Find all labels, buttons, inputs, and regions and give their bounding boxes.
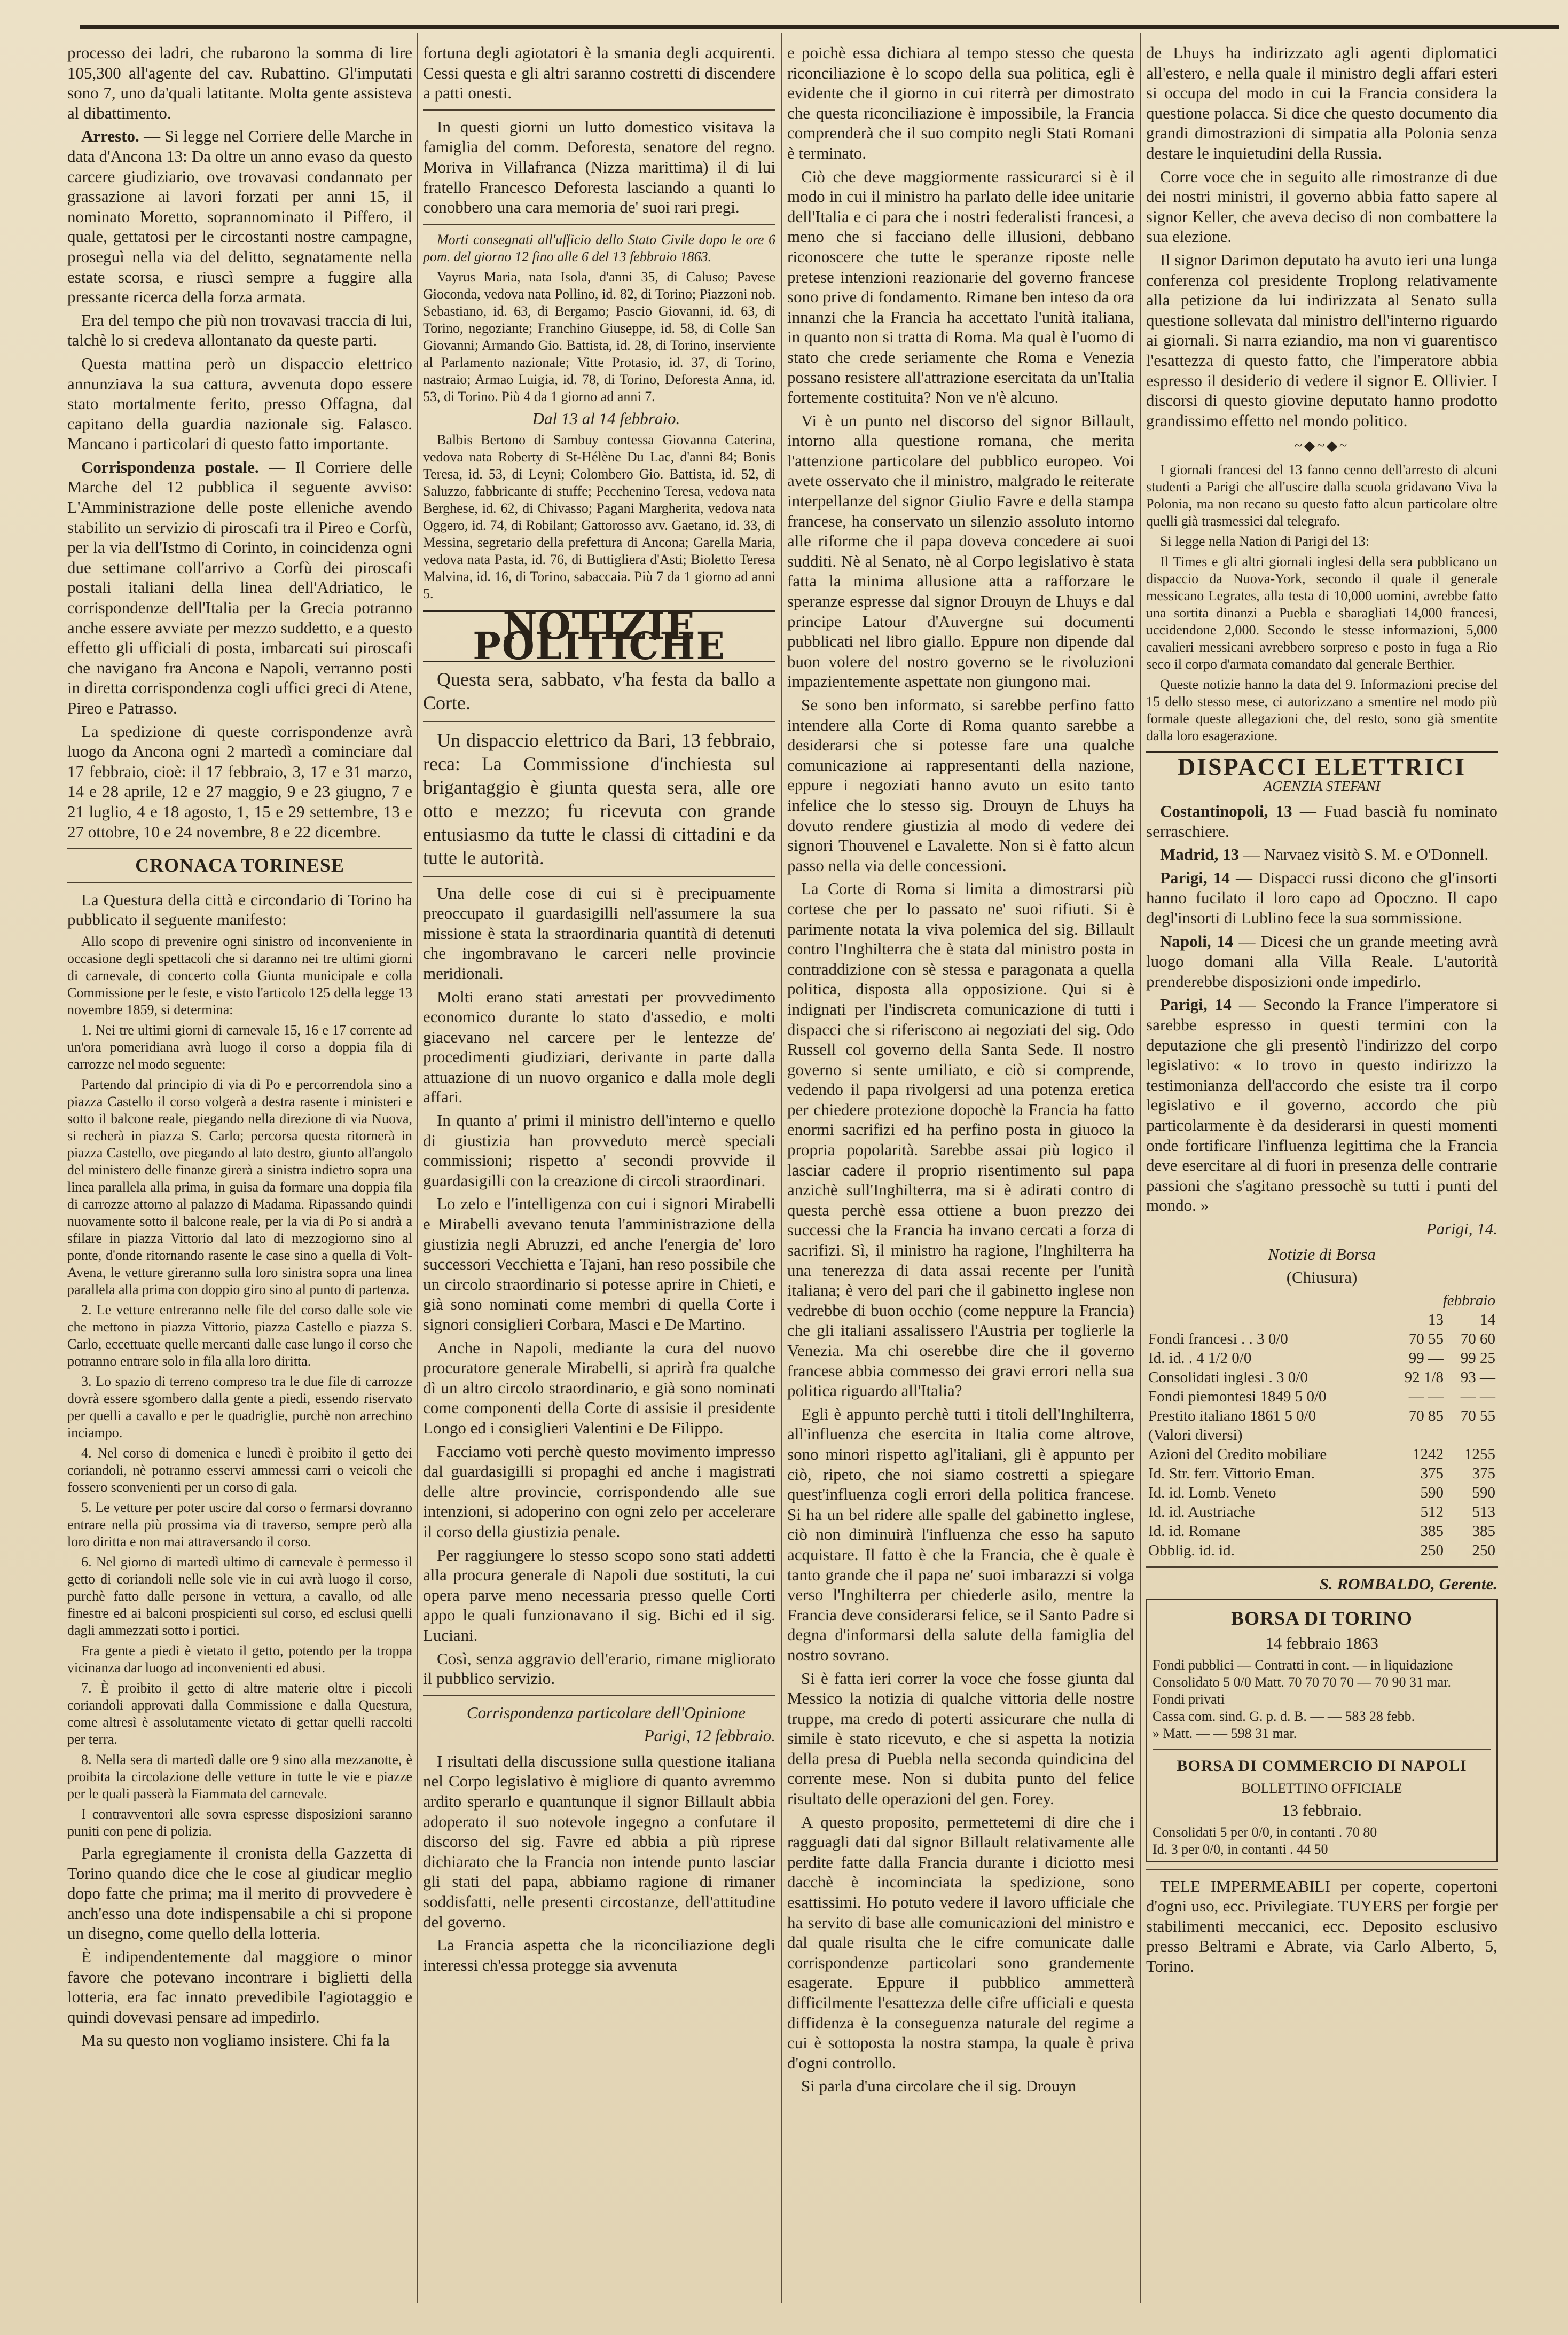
borsa-row-label: Id. Str. ferr. Vittorio Eman. [1148,1464,1315,1482]
borsa-value-14: 70 55 [1460,1407,1495,1424]
borsa-row [1146,1368,1498,1387]
paragraph: A questo proposito, permettetemi di dire che i ragguagli dati dal signor Billault relativamente alle perdite fatte dalla Francia durante i diciotto mesi dacchè è incominciata la spedizione, sono esattissimi. Ho potuto vedere il lavoro ufficiale che ha servito di base alle comunicazioni del ministro e dal quale risulta che le cifre comunicate dalle corrispondenze particolari sono grandemente esagerate. Eppure il pubblico ammetterà difficilmente l'esattezza delle cifre ufficiali e questa diffidenza è la conseguenza naturale del regime a cui è sottoposta la nostra stampa, la quale è priva d'ogni controllo. [787,1812,1134,2072]
borsa-row-label: Fondi piemontesi 1849 5 0/0 [1148,1388,1327,1405]
paragraph: Il signor Darimon deputato ha avuto ieri una lunga conferenza col presidente Troplong relativamente alla petizione da lui indirizzata al Senato sulla questione sollevata dal ministro dell'interno riguardo ai giornali. Si narra eziandio, ma non vi guarentisco l'esattezza di questo fatto, che l'imperatore abbia espresso il desiderio di vedere il signor E. Ollivier. I discorsi di questo giovine deputato hanno prodotto grandissimo effetto nel mondo politico. [1146,250,1498,430]
borsa-value-14: 513 [1472,1503,1495,1521]
borsa-torino-title: BORSA DI TORINO [1231,1608,1413,1629]
paragraph: La Francia aspetta che la riconciliazione degli interessi ch'essa protegge sia avvenuta [423,1936,775,1974]
borsa-row [1146,1387,1498,1406]
borsa-value-13 [1388,1425,1446,1445]
column-divider [781,33,782,2303]
paragraph: Il Times e gli altri giornali inglesi della sera pubblicano un dispaccio da Nuova-York, secondo il quale il generale messicano Legrates, alla testa di 10,000 uomini, avrebbe fatto una sortita dinanzi a Puebla e sbaragliati 14,000 francesi, uccidendone 2,000. Secondo le stesse informazioni, 5,000 cavalieri messicani avrebbero sorpreso e posto in fuga a Rio seco il corpo d'armata comandato dal generale Berthier. [1146,553,1498,672]
borsa-value-13: 92 1/8 [1404,1368,1444,1386]
paragraph: È indipendentemente dal maggiore o minor favore che potevano incontrare i biglietti della lotteria, era fac innato prevedibile l'agiotaggio e quindi dovevasi pensare ad impedirlo. [67,1947,412,2026]
borsa-row-label: Fondi francesi . . 3 0/0 [1148,1330,1288,1347]
cronaca-title: CRONACA TORINESE [135,855,344,876]
borsa-value-14: 375 [1472,1464,1495,1482]
divider [423,109,775,111]
paragraph: Se sono ben informato, si sarebbe perfino fatto intendere alla Corte di Roma quanto sarebbe a desiderarsi che si potesse fare una qualche comunicazione ai rappresentanti della nazione, eppure i negoziati hanno avuto un esito tanto infelice che lo stesso sig. Drouyn de Lhuys ha dovuto rendere giustizia al modo di vedere dei signori Thouvenel e Lavalette. Non si è fatto alcun passo nella via delle concessioni. [787,695,1134,875]
corrispondenza-heading: Corrispondenza particolare dell'Opinione [466,1703,746,1722]
gerente-signature: S. ROMBALDO, Gerente. [1319,1574,1498,1593]
divider [67,882,412,883]
borsa-torino-line: Consolidato 5 0/0 Matt. 70 70 70 70 — 70 90 31 mar. [1153,1674,1451,1690]
borsa-row [1146,1329,1498,1349]
paragraph: Ma su questo non vogliamo insistere. Chi fa la [81,2031,390,2050]
borsa-value-13: — — [1408,1388,1444,1405]
borsa-col-header: 13 [1428,1311,1444,1328]
dispatch-dateline: Costantinopoli, 13 [1160,802,1292,821]
borsa-heading: Notizie di Borsa [1268,1244,1376,1264]
borsa-row [1146,1445,1498,1464]
borsa-value-14: 1255 [1464,1445,1495,1463]
dispatch-text: — Dispacci russi dicono che gl'insorti hanno fucilato il loro capo ad Opoczno. Il capo degl'insorti di Lublino fece la sua sommissione. [1146,868,1498,928]
paragraph: 1. Nei tre ultimi giorni di carnevale 15, 16 e 17 corrente ad un'ora pomeridiana avrà luogo il corso a doppia fila di carrozze nel modo seguente: [67,1022,412,1072]
borsa-table [1146,1291,1498,1560]
top-rule [80,25,1559,29]
column-3 [787,43,1134,2318]
borsa-row-label: Id. id. . 4 1/2 0/0 [1148,1349,1252,1367]
borsa-value-14: 99 25 [1460,1349,1495,1367]
borsa-value-13: 70 85 [1408,1407,1444,1424]
paragraph: Si legge nella Nation di Parigi del 13: [1160,533,1370,549]
paragraph: Lo zelo e l'intelligenza con cui i signori Mirabelli e Mirabelli avevano tenuta l'amministrazione della giustizia negli Abruzzi, ed anche l'energia de' loro successori Vecchietta e Tajani, han reso possibile che un circolo straordinario si potesse aprire in Chieti, e già sono nominati come membri di quella Corte i signori consiglieri Corbara, Masci e De Martino. [423,1194,775,1334]
paragraph: Allo scopo di prevenire ogni sinistro od inconveniente in occasione degli spettacoli che si daranno nei tre ultimi giorni di carnevale, di concerto colla Giunta municipale e colla Commissione per le feste, e visto l'articolo 125 della legge 13 novembre 1859, si determina: [67,933,412,1017]
borsa-value-14: 385 [1472,1522,1495,1540]
paragraph: Egli è appunto perchè tutti i titoli dell'Inghilterra, all'influenza che esercita in Italia come altrove, sono minori rispetto agl'italiani, gli è appunto per ciò, ripeto, che noi siamo costretti a spiegare quest'influenza cogli errori della politica francese. Si ha un bel ridere alle spalle del gabinetto inglese, ciò non diminuirà l'influenza che esso ha saputo acquistare. Il fatto è che la Francia, che è quale è tanto grande che il papa ne' suoi imbarazzi si volga verso l'Inghilterra per chiederle asilo, mentre la Francia deve considerarsi felice, se il Santo Padre si degna d'informarsi della salute della famiglia del nostro sovrano. [787,1404,1134,1664]
dispacci-subtitle: AGENZIA STEFANI [1263,778,1381,795]
dateline: Parigi, 12 febbraio. [644,1726,775,1745]
borsa-row-label: Id. id. Romane [1148,1522,1241,1540]
paragraph: 7. È proibito il getto di altre materie oltre i piccoli coriandoli approvati dalla Commissione e dalla Questura, come altresì è assolutamente vietato di gettar quelli raccolti per terra. [67,1680,412,1747]
borsa-value-13: 70 55 [1408,1330,1444,1347]
paragraph: Queste notizie hanno la data del 9. Informazioni precise del 15 dello stesso mese, ci autorizzano a smentire nel modo più formale queste allegazioni che, del resto, sono già smentite dalla loro esagerazione. [1146,676,1498,743]
paragraph: Era del tempo che più non trovavasi traccia di lui, talchè lo si credeva allontanato da queste parti. [67,310,412,350]
borsa-row-label: Consolidati inglesi . 3 0/0 [1148,1368,1308,1386]
borsa-body [1146,1329,1498,1560]
napoli-line: Consolidati 5 per 0/0, in contanti . 70 80 [1153,1824,1377,1840]
borsa-value-13: 375 [1420,1464,1444,1482]
borsa-value-13: 590 [1420,1484,1444,1501]
paragraph: I contravventori alle sovra espresse disposizioni saranno puniti con pene di polizia. [67,1806,412,1839]
paragraph: Vayrus Maria, nata Isola, d'anni 35, di Caluso; Pavese Gioconda, vedova nata Pollino, id. 82, di Torino; Piazzoni nob. Sebastiano, id. 63, di Bergamo; Pascio Giovanni, id. 63, di Torino, negoziante; Franchino Giuseppe, id. 58, di Colle San Giovanni; Armando Gio. Battista, id. 28, di Torino, inserviente al Parlamento nazionale; Vitte Protasio, id. 37, di Torino, nastraio; Armao Luigia, id. 78, di Torino, Deforesta Anna, id. 53, di Torino. Più 4 da 1 giorno ad anni 7. [423,269,775,404]
borsa-torino-date: 14 febbraio 1863 [1265,1633,1378,1652]
paragraph: 2. Le vetture entreranno nelle file del corso dalle sole vie che mettono in piazza Vittorio, piazza Castello e piazza S. Carlo, eccettuate quelle mercanti dalle case lungo il corso che potranno entrare solo in fila alla loro diritta. [67,1302,412,1369]
paragraph: Molti erano stati arrestati per provvedimento economico durante lo stato d'assedio, e molti giacevano nel carcere per le lentezze de' procedimenti giudiziari, derivante in parte dalla attuazione di un nuovo organico e dalla mole degli affari. [423,987,775,1107]
paragraph: e poichè essa dichiara al tempo stesso che questa riconciliazione è lo scopo della sua politica, egli è evidente che il giorno in cui riterrà per dimostrato che questa riconciliazione è impossibile, la Francia comprenderà che il suo compito negli Stati Romani è terminato. [787,43,1134,162]
borsa-row [1146,1425,1498,1445]
divider [423,1695,775,1696]
paragraph: 4. Nel corso di domenica e lunedì è proibito il getto dei coriandoli, nè potranno esservi ammessi carri o veicoli che fossero sconvenienti per un corso di gala. [67,1445,412,1495]
borsa-value-14: 250 [1472,1541,1495,1559]
napoli-title: BORSA DI COMMERCIO DI NAPOLI [1177,1757,1467,1775]
borsa-row [1146,1522,1498,1541]
borsa-row [1146,1349,1498,1368]
dispatch-text: — Narvaez visitò S. M. e O'Donnell. [1243,845,1489,864]
borsa-row-label: Id. id. Lomb. Veneto [1148,1484,1276,1501]
dispatch-text: — Secondo la France l'imperatore si sarebbe espresso in questi termini con la deputazione che gli presentò l'indirizzo del corpo legislativo: « Io trovo in questo indirizzo la testimonianza dell'accordo che esiste tra il corpo legislativo e il governo, accordo che più particolarmente è da desiderarsi in questi momenti onde fortificare l'influenza legittima che la Francia deve esercitare al di fuori in presenza delle contrarie passioni che s'agitano pressochè su tutti i punti del mondo. » [1146,995,1498,1215]
column-1 [67,43,412,2318]
borsa-torino-line: Fondi privati [1153,1691,1225,1707]
paragraph: Anche in Napoli, mediante la cura del nuovo procuratore generale Mirabelli, si aprirà fra qualche dì un altro circolo straordinario, e già sono nominati come componenti della Corte di assisie il presidente Longo ed i consiglieri Valentini e De Filippo. [423,1338,775,1437]
borsa-value-13: 385 [1420,1522,1444,1540]
borsa-col-header: 14 [1480,1311,1495,1328]
section-heading: Arresto. [81,127,139,146]
borsa-torino-line: Fondi pubblici — Contratti in cont. — in liquidazione [1153,1657,1453,1673]
borsa-row-label: Azioni del Credito mobiliare [1148,1445,1327,1463]
paragraph: 6. Nel giorno di martedì ultimo di carnevale è permesso il getto di coriandoli nelle sole vie in cui avrà luogo il corso, purchè fatto dalle persone in vettura, a cavallo, od alle finestre ed ai balconi prospicienti sul corso, ed esclusi quelli dagli ammezzati sotto i portici. [67,1554,412,1638]
paragraph: La Questura della città e circondario di Torino ha pubblicato il seguente manifesto: [67,890,412,929]
borsa-torino-line: Cassa com. sind. G. p. d. B. — — 583 28 febb. [1153,1708,1415,1724]
paragraph: Per raggiungere lo stesso scopo sono stati addetti alla procura generale di Napoli due sostituti, la cui opera parve meno necessaria presso quelle Corti appo le quali funzionavano il sig. Bichi ed il sig. Luciani. [423,1545,775,1644]
paragraph: Facciamo voti perchè questo movimento impresso dal guardasigilli si propaghi ed anche i magistrati delle altre provincie, corrispondendo alle sue intenzioni, si adoperino con ogni zelo per accelerare il corso della giustizia penale. [423,1441,775,1541]
dispatch-dateline: Madrid, 13 [1160,845,1240,864]
dispatch-text: — Dicesi che un grande meeting avrà luogo domani alla Villa Reale. L'autorità prenderebbe disposizioni onde impedirlo. [1146,931,1498,991]
borsa-torino-line: » Matt. — — 598 31 mar. [1153,1725,1297,1741]
borsa-header-row [1146,1291,1498,1310]
dispatch-dateline: Napoli, 14 [1160,931,1234,951]
dispatch [1146,801,1498,841]
borsa-value-14: 70 60 [1460,1330,1495,1347]
paragraph-text: — Si legge nel Corriere delle Marche in data d'Ancona 13: Da oltre un anno evaso da questo carcere giudiziario, ove trovavasi condannato per grassazione ai lavori forzati per anni 15, il nominato Moretto, soprannominato il Piffero, il quale, gettatosi per le circostanti nostre campagne, proseguì nella via del delitto, segnatamente nella estate scorsa, e riuscì sempre a fuggire alla pressante ricerca della forza armata. [67,127,412,307]
paragraph: Fra gente a piedi è vietato il getto, potendo per la troppa vicinanza dar luogo ad inconvenienti ed abusi. [67,1642,412,1675]
paragraph [67,126,412,307]
divider [67,848,412,849]
borsa-row [1146,1483,1498,1502]
paragraph: Balbis Bertono di Sambuy contessa Giovanna Caterina, vedova nata Roberty di St-Hélène Du Lac, d'anni 84; Bonis Teresa, id. 53, di Leyni; Colombero Gio. Battista, id. 52, di Saluzzo, fabbricante di stuffe; Pecchenino Teresa, vedova nata Berghese, id. 62, di Chivasso; Pagani Margherita, vedova nata Oggero, id. 74, di Robilant; Gattorosso avv. Gaetano, id. 33, di Messina, segretario della prefettura di Ancona; Garella Maria, vedova nata Pasta, id. 76, di Buttigliera d'Asti; Bioletto Teresa Malvina, id. 16, di Torino, sabaccaia. Più 7 da 1 giorno ad anni 5. [423,432,775,602]
borsa-value-13: 512 [1420,1503,1444,1521]
borsa-value-14: 590 [1472,1484,1495,1501]
dateline: Parigi, 14. [1426,1219,1498,1238]
column-divider [417,33,418,2303]
paragraph: 8. Nella sera di martedì dalle ore 9 sino alla mezzanotte, è proibita la circolazione delle vetture in tutte le vie e piazze per le quali passerà la Fiammata del carnevale. [67,1751,412,1801]
borsa-torino-box [1146,1599,1498,1862]
paragraph: fortuna degli agiotatori è la smania degli acquirenti. Cessi questa e gli altri saranno costretti di discendere a patti onesti. [423,43,775,103]
borsa-value-13: 99 — [1408,1349,1444,1367]
borsa-month: febbraio [1442,1291,1495,1309]
borsa-value-13: 1242 [1412,1445,1444,1463]
borsa-row [1146,1464,1498,1483]
paragraph: Partendo dal principio di via di Po e percorrendola sino a piazza Castello il corso volgerà a destra rasente i ministeri e sotto il balcone reale, piegando nella direzione di via Nuova, si recherà in piazza S. Carlo; percorsa questa ritornerà in piazza Castello, ove piegando al lato destro, giunto all'angolo del ministero delle finanze girerà a sinistra indietro sopra una linea parallela alla prima, in guisa da formare una doppia fila di carrozze attorno al palazzo di Madama. Ripassando quindi nuovamente sotto il balcone reale, per la via di Po si andrà a sfilare in piazza Vittorio dal lato di mezzogiorno sino al ponte, d'onde ritornando rasente le case sino a quella di Volt-Avena, le vetture gireranno sulla loro sinistra sopra una linea parallela alla prima con doppio giro sino al punto di partenza. [67,1076,412,1297]
paragraph: Un dispaccio elettrico da Bari, 13 febbraio, reca: La Commissione d'inchiesta sul brigantaggio è giunta questa sera, alle ore otto e mezzo; fu ricevuta con grande entusiasmo da tutte le classi di cittadini e da tutte le autorità. [423,729,775,868]
divider [423,876,775,877]
dispatch-text: — Fuad bascià fu nominato serraschiere. [1146,802,1498,841]
borsa-row-label: Prestito italiano 1861 5 0/0 [1148,1407,1316,1424]
borsa-subheading: (Chiusura) [1286,1268,1358,1287]
column-4 [1146,43,1498,2318]
borsa-row [1146,1541,1498,1560]
dispatch [1146,868,1498,928]
borsa-row [1146,1502,1498,1522]
paragraph: La spedizione di queste corrispondenze avrà luogo da Ancona ogni 2 martedì a cominciare dal 17 febbraio, cioè: il 17 febbraio, 3, 17 e 31 marzo, 14 e 28 aprile, 12 e 27 maggio, 9 e 23 giugno, 7 e 21 luglio, 4 e 18 agosto, 1, 15 e 29 settembre, 13 e 27 ottobre, 10 e 24 novembre, 8 e 22 dicembre. [67,722,412,841]
divider [1146,1566,1498,1568]
notizie-politiche-title: NOTIZIE POLITICHE [423,610,775,662]
borsa-value-14: — — [1460,1388,1495,1405]
morti-heading: Morti consegnati all'ufficio dello Stato Civile dopo le ore 6 pom. del giorno 12 fino alle 6 del 13 febbraio 1863. [423,231,775,264]
paragraph: 3. Lo spazio di terreno compreso tra le due file di carrozze dovrà essere sgombero dalla gente a piedi, essendo riservato per quelli a cavallo e per le quadriglie, purchè non arrechino inciampo. [67,1373,412,1440]
divider [1146,1869,1498,1870]
divider [1153,1749,1491,1750]
paragraph: In questi giorni un lutto domestico visitava la famiglia del comm. Deforesta, senatore del regno. Moriva in Villafranca (Nizza marittima) il di lui fratello Francesco Deforesta lasciando a quanti lo conobbero una cara memoria de' suoi rari pregi. [423,117,775,217]
paragraph: Vi è un punto nel discorso del signor Billault, intorno alla questione romana, che merita l'attenzione particolare del pubblico europeo. Voi avete osservato che il ministro, malgrado le reiterate interpellanze del signor Giulio Favre e della stampa francese, ha conservato un silenzio assoluto intorno alle riforme che il papa doveva concedere ai suoi sudditi. Nè al Senato, nè al Corpo legislativo è stata fatta la minima allusione atta a rafforzare le speranze espresse dal signor Drouyn de Lhuys e dal principe Latour d'Auvergne sui documenti pubblicati nel libro giallo. Eppure non dipende dal buon volere del nostro governo se le rivoluzioni impazientemente aspettate non giungono mai. [787,411,1134,691]
borsa-value-14 [1446,1425,1498,1445]
dispatch-dateline: Parigi, 14 [1160,995,1232,1014]
column-divider [1140,33,1141,2303]
divider [423,224,775,225]
paragraph: In quanto a' primi il ministro dell'interno e quello di giustizia han provveduto mercè speciali commissioni; rispetto a' secondi provvide il guardasigilli con la creazione di circoli straordinari. [423,1111,775,1190]
paragraph: Si è fatta ieri correr la voce che fosse giunta dal Messico la notizia di qualche vittoria delle nostre truppe, ma credo di poterti assicurare che nulla di simile è stato ricevuto, e che si aspetta la notizia della presa di Puebla nella seconda quindicina del corrente mese. Non si dubita punto del felice risultato delle operazioni del gen. Forey. [787,1668,1134,1808]
column-2 [423,43,775,2318]
dispatch-dateline: Parigi, 14 [1160,868,1230,887]
napoli-subtitle: BOLLETTINO OFFICIALE [1241,1781,1402,1797]
divider [423,721,775,722]
advertisement: TELE IMPERMEABILI per coperte, copertoni d'ogni uso, ecc. Privilegiate. TUYERS per forgie per stabilimenti meccanici, ecc. Deposito esclusivo presso Beltrami e Abrate, via Carlo Alberto, 5, Torino. [1146,1876,1498,1976]
paragraph: La Corte di Roma si limita a dimostrarsi più cortese che per lo passato ne' suoi rifiuti. Si è parimente notata la viva polemica del sig. Billault contro l'Inghilterra che è stata dal ministro posta in contraddizione con sè stessa e paragonata a quella politica, disposta alla opposizione. Qui si è indignati per l'indiscreta comunicazione di tutti i dispacci che si riferiscono ai negoziati del sig. Odo Russell col governo della Santa Sede. Il nostro governo si sente umiliato, e ciò si comprende, vedendo il papa rivolgersi ad una potenza eretica per chiedere protezione dopochè la Francia ha fatto enormi sacrifizi ed ha perfino posta in giuoco la propria popolarità. Sarebbe assai più logico il lasciar cadere il proprio risentimento sul papa anzichè sull'Inghilterra, ma si è adirati contro di questa perchè essa ottiene a buon prezzo dei successi che la Francia ha invano cercati a forza di sacrifizi. Sì, il ministro ha ragione, l'Inghilterra ha una tenerezza di data assai recente per l'unità italiana; è vero del pari che il gabinetto inglese non vedrebbe di buon occhio (come neppure la Francia) che gli italiani assalissero l'Austria per toglierle la Venezia. Ma chi oserebbe dire che il governo francese abbia commesso dei gravi errori nella sua politica riguardo all'Italia? [787,879,1134,1400]
borsa-value-13: 250 [1420,1541,1444,1559]
borsa-row-label: Obblig. id. id. [1148,1541,1235,1559]
borsa-header-row [1146,1310,1498,1329]
section-heading: Corrispondenza postale. [81,457,259,476]
paragraph: Ciò che deve maggiormente rassicurarci si è il modo in cui il ministro ha parlato delle idee unitarie dell'Italia e ci para che i nostri federalisti francesi, a meno che si facciano delle illusioni, debbano riconoscere che tutte le speranze riposte nelle pretese intenzioni reazionarie del governo francese sono prive di fondamento. Rimane ben inteso da ora innanzi che la Francia ha accettato l'unità italiana, in quanto non si tratta di Roma. Ma qual è l'uomo di stato che crede seriamente che Roma e Venezia possano resistere all'attrazione esercitata da un'Italia fortemente costituita? Non ve n'è alcuno. [787,167,1134,407]
paragraph: Questa mattina però un dispaccio elettrico annunziava la sua cattura, avvenuta dopo essere stato mortalmente ferito, presso Offagna, dal capitano della guardia nazionale sig. Falasco. Mancano i particolari di questo fatto importante. [67,354,412,453]
dispacci-title: DISPACCI ELETTRICI [1146,751,1498,777]
borsa-value-14: 93 — [1460,1368,1495,1386]
dispatch [1146,844,1498,865]
paragraph: I giornali francesi del 13 fanno cenno dell'arresto di alcuni studenti a Parigi che all'uscire dalla scuola gridavano Viva la Polonia, ma non recano su questo fatto alcun particolare oltre quelli già trasmessici dal telegrafo. [1146,461,1498,529]
paragraph: Questa sera, sabbato, v'ha festa da ballo a Corte. [423,668,775,714]
paragraph [67,457,412,718]
paragraph: Così, senza aggravio dell'erario, rimane migliorato il pubblico servizio. [423,1649,775,1688]
ornament-divider: ~◆~◆~ [1294,438,1350,454]
napoli-line: Id. 3 per 0/0, in contanti . 44 50 [1153,1841,1328,1857]
borsa-row-label: Id. id. Austriache [1148,1503,1255,1521]
paragraph: I risultati della discussione sulla questione italiana nel Corpo legislativo è migliore di quanto avremmo ardito sperarlo e quantunque il signor Billault abbia adoperato il suo notevole ingegno a confutare il discorso del sig. Favre ed abbia a più riprese dichiarato che la Francia non intende punto lasciar gli stati del papa, abbiamo ragione di rimaner soddisfatti, nelle presenti circostanze, dell'attitudine del governo. [423,1751,775,1931]
paragraph: processo dei ladri, che rubarono la somma di lire 105,300 all'agente del cav. Rubattino. Gl'imputati sono 7, uno da'quali latitante. Molta gente assisteva al dibattimento. [67,43,412,122]
dispatch [1146,931,1498,992]
borsa-row-label: (Valori diversi) [1148,1426,1243,1444]
paragraph: Una delle cose di cui si è precipuamente preoccupato il guardasigilli nell'assumere la sua missione è stata la straordinaria quantità di detenuti che ingombravano le carceri nelle provincie meridionali. [423,883,775,983]
paragraph: de Lhuys ha indirizzato agli agenti diplomatici all'estero, e nella quale il ministro degli affari esteri si occupa del modo in cui la Francia considera la questione polacca. Si dice che questo documento dia grandi dimostrazioni di simpatia alla Polonia senza destare le inquietudini della Russia. [1146,43,1498,162]
paragraph: Parla egregiamente il cronista della Gazzetta di Torino quando dice che le cose al giudicar meglio dopo fatte che prima; ma il merito di provvedere è anch'esso una dote indispensabile a chi si propone un disegno, come quello della lotteria. [67,1843,412,1943]
dispatch [1146,994,1498,1216]
morti-heading: Dal 13 al 14 febbraio. [532,409,680,428]
paragraph: Corre voce che in seguito alle rimostranze di due dei nostri ministri, il governo abbia fatto sapere al signor Keller, che aveva deciso di non combattere la sua elezione. [1146,167,1498,246]
napoli-date: 13 febbraio. [1282,1801,1362,1820]
paragraph: 5. Le vetture per poter uscire dal corso o fermarsi dovranno entrare nella più prossima via di traverso, sempre però alla loro diritta e non mai attraversando il corso. [67,1499,412,1549]
borsa-row [1146,1406,1498,1425]
paragraph-text: — Il Corriere delle Marche del 12 pubblica il seguente avviso: L'Amministrazione delle poste elleniche avendo stabilito un servizio di piroscafi tra il Pireo e Corfù, per la via dell'Istmo di Corinto, in coincidenza ogni due settimane coll'arrivo a Corfù dei piroscafi postali italiani della linea dell'Adriatico, le corrispondenze dell'Italia per la Grecia potranno anche essere avviate per mezzo suddetto, e a questo effetto gli ufficiali di posta, imbarcati sui piroscafi che navigano fra Ancona e Napoli, verranno posti in diretta corrispondenza cogli uffici greci di Atene, Pireo e Patrasso. [67,457,412,717]
paragraph: Si parla d'una circolare che il sig. Drouyn [801,2077,1077,2096]
